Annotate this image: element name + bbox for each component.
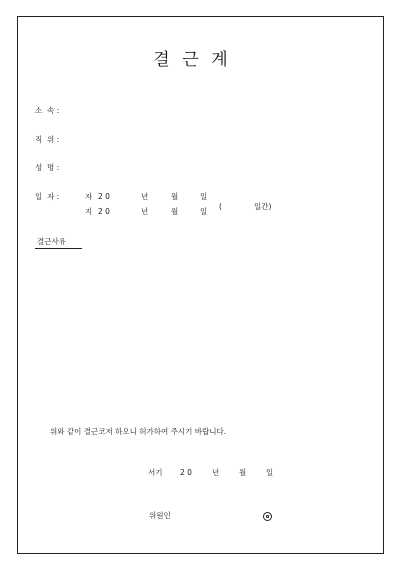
duration-open-paren: (: [219, 202, 222, 211]
date-from-month-unit: 월: [171, 192, 179, 201]
date-to-prefix: 지: [85, 207, 93, 216]
signing-era: 서기: [148, 468, 163, 477]
title-char: 근: [182, 50, 199, 70]
form-page: [17, 16, 384, 554]
reason-underline: [35, 248, 82, 249]
date-from-day-unit: 일: [200, 192, 208, 201]
signing-day-unit: 일: [266, 468, 274, 477]
applicant-label: 위원인: [149, 511, 171, 520]
date-label: 일 자 :: [35, 192, 60, 201]
reason-heading: 결근사유: [37, 237, 66, 246]
seal-mark-icon: [263, 512, 272, 521]
signing-month-unit: 월: [239, 468, 247, 477]
document-title: [147, 52, 234, 69]
name-label: 성 명 :: [35, 163, 60, 172]
affiliation-label: 소 속 :: [35, 106, 60, 115]
date-from-prefix: 자: [85, 192, 93, 201]
signing-year-unit: 년: [212, 468, 220, 477]
date-from-year: 2 0: [98, 192, 110, 201]
position-label: 직 위 :: [35, 135, 60, 144]
title-char: 계: [211, 50, 228, 70]
title-char: 결: [153, 50, 170, 70]
date-from-year-unit: 년: [141, 192, 149, 201]
signing-year: 2 0: [180, 468, 192, 477]
date-to-year: 2 0: [98, 207, 110, 216]
date-to-day-unit: 일: [200, 207, 208, 216]
duration-days: 일간): [254, 202, 272, 211]
date-to-month-unit: 월: [171, 207, 179, 216]
date-to-year-unit: 년: [141, 207, 149, 216]
request-sentence: 위와 같이 결근코저 하오니 허가하여 주시기 바랍니다.: [50, 427, 227, 436]
